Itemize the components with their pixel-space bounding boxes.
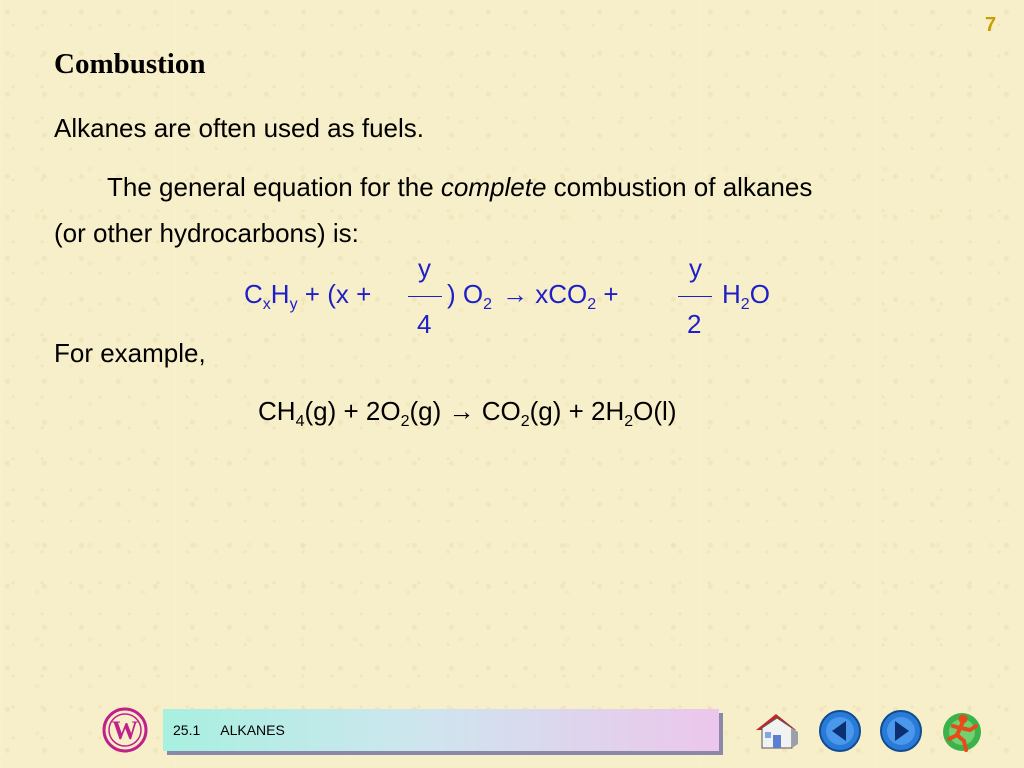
equation-intro-line-2: (or other hydrocarbons) is: xyxy=(54,218,359,248)
fraction-1-numerator: y xyxy=(418,253,431,283)
previous-slide-icon[interactable] xyxy=(817,708,863,754)
general-equation-right: $H_2O$ xyxy=(722,279,770,313)
methane-combustion-equation: $CH_4(g) + 2O_2(g) \to CO_2(g) + 2H_2O(l)$ xyxy=(258,396,677,430)
intro-text: Alkanes are often used as fuels. xyxy=(54,113,425,143)
chapter-footer-bar xyxy=(163,709,719,751)
equation-intro-line-1 xyxy=(107,172,812,203)
fraction-2-numerator: y xyxy=(689,253,702,283)
general-equation-middle: ) $O_2 \to xCO_2$ + xyxy=(447,279,619,313)
page-number: 7 xyxy=(985,14,997,36)
para-text-after: combustion of alkanes xyxy=(546,172,813,202)
home-icon[interactable] xyxy=(752,708,798,754)
fraction-2-bar xyxy=(678,296,712,297)
fraction-2-denominator: 2 xyxy=(687,309,702,339)
fraction-1-bar xyxy=(408,296,442,297)
general-equation-left: $C_xH_y + (x$ + xyxy=(244,279,372,313)
w-logo-icon[interactable] xyxy=(101,706,149,754)
chapter-name: ALKANES xyxy=(220,722,285,738)
fraction-1-denominator: 4 xyxy=(417,309,432,339)
next-slide-icon[interactable] xyxy=(878,708,924,754)
svg-text:W: W xyxy=(112,716,138,745)
section-number: 25.1 xyxy=(173,722,201,738)
para-text-before: The general equation for the xyxy=(107,172,441,202)
example-arrow-icon: → xyxy=(448,396,475,426)
slide-title: Combustion xyxy=(54,48,206,80)
para-italic-word: complete xyxy=(440,172,547,202)
exit-icon[interactable] xyxy=(936,708,982,754)
reaction-arrow-icon: → xyxy=(502,279,529,309)
example-label: For example, xyxy=(54,338,206,368)
